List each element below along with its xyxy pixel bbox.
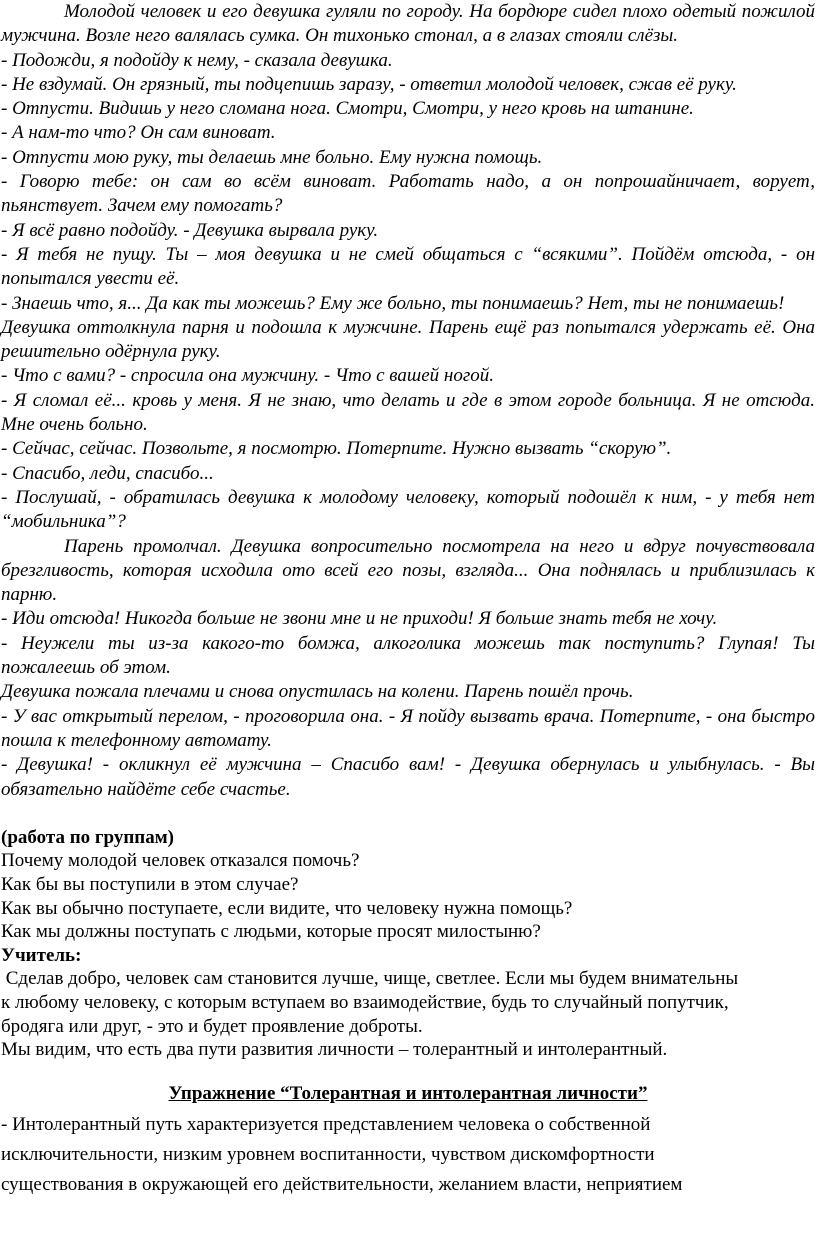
exercise-line: существования в окружающей его действительности, желанием власти, неприятием xyxy=(1,1173,683,1195)
story-paragraph: Парень промолчал. Девушка вопросительно посмотрела на него и вдруг почувствовала брезгливость, которая исходила ото всей его позы, взгляда... Она поднялась и приблизилась к парню. xyxy=(1,535,815,606)
story-paragraph: - Послушай, - обратилась девушка к молодому человеку, который подошёл к ним, - у тебя нет “мобильника”? xyxy=(1,486,815,533)
story-paragraph: - Девушка! - окликнул её мужчина – Спасибо вам! - Девушка обернулась и улыбнулась. - Вы обязательно найдёте себе счастье. xyxy=(1,754,815,800)
story-paragraph: - Что с вами? - спросила она мужчину. - Что с вашей ногой. xyxy=(1,365,494,387)
story-paragraph: - Я тебя не пущу. Ты – моя девушка и не смей общаться с “всякими”. Пойдём отсюда, - он попытался увести её. xyxy=(1,243,815,290)
story-paragraph: - Отпусти мою руку, ты делаешь мне больно. Ему нужна помощь. xyxy=(1,146,543,168)
question-item: Как бы вы поступили в этом случае? xyxy=(1,873,299,895)
story-paragraph: - Неужели ты из-за какого-то бомжа, алкоголика можешь так поступить? Глупая! Ты пожалеешь об этом. xyxy=(1,632,815,679)
story-paragraph: - Знаешь что, я... Да как ты можешь? Ему же больно, ты понимаешь? Нет, ты не понимаешь! xyxy=(1,292,785,314)
story-paragraph: Девушка пожала плечами и снова опустилась на колени. Парень пошёл прочь. xyxy=(1,681,634,703)
story-paragraph: - А нам-то что? Он сам виноват. xyxy=(1,122,276,144)
teacher-line: Мы видим, что есть два пути развития личности – толерантный и интолерантный. xyxy=(1,1039,668,1061)
exercise-section xyxy=(1,1082,815,1200)
teacher-label: Учитель: xyxy=(1,944,82,966)
story-paragraph: - У вас открытый перелом, - проговорила она. - Я пойду вызвать врача. Потерпите, - она быстро пошла к телефонному автомату. xyxy=(1,705,815,751)
question-item: Как мы должны поступать с людьми, которые просят милостыню? xyxy=(1,921,541,943)
story-paragraph: - Спасибо, леди, спасибо... xyxy=(1,462,214,484)
story-paragraph: - Иди отсюда! Никогда больше не звони мне и не приходи! Я больше знать тебя не хочу. xyxy=(1,608,718,630)
story-text xyxy=(1,0,815,802)
exercise-line: - Интолерантный путь характеризуется представлением человека о собственной xyxy=(1,1113,651,1135)
story-paragraph: Молодой человек и его девушка гуляли по городу. На бордюре сидел плохо одетый пожилой мужчина. Возле него валялась сумка. Он тихонько стонал, а в глазах стояли слёзы. xyxy=(1,1,815,47)
group-work-section xyxy=(1,826,815,1062)
teacher-line: бродяга или друг, - это и будет проявление доброты. xyxy=(1,1015,423,1037)
question-item: Почему молодой человек отказался помочь? xyxy=(1,850,360,872)
teacher-line: Сделав добро, человек сам становится лучше, чище, светлее. Если мы будем внимательны xyxy=(1,968,739,990)
group-work-heading: (работа по группам) xyxy=(1,826,175,848)
story-paragraph: - Подожди, я подойду к нему, - сказала девушка. xyxy=(1,49,393,71)
story-paragraph: - Я всё равно подойду. - Девушка вырвала руку. xyxy=(1,219,379,241)
story-paragraph: - Сейчас, сейчас. Позвольте, я посмотрю. Потерпите. Нужно вызвать “скорую”. xyxy=(1,438,672,460)
story-paragraph: - Я сломал её... кровь у меня. Я не знаю, что делать и где в этом городе больница. Я не отсюда. Мне очень больно. xyxy=(1,389,815,436)
story-paragraph: - Говорю тебе: он сам во всём виноват. Работать надо, а он попрошайничает, ворует, пьянствует. Зачем ему помогать? xyxy=(1,171,815,217)
exercise-title: Упражнение “Толерантная и интолерантная личности” xyxy=(168,1082,648,1104)
story-paragraph: - Не вздумай. Он грязный, ты подцепишь заразу, - ответил молодой человек, сжав её руку. xyxy=(1,73,737,95)
question-item: Как вы обычно поступаете, если видите, что человеку нужна помощь? xyxy=(1,897,573,919)
teacher-line: к любому человеку, с которым вступаем во взаимодействие, будь то случайный попутчик, xyxy=(1,991,729,1013)
story-paragraph: Девушка оттолкнула парня и подошла к мужчине. Парень ещё раз попытался удержать её. Она решительно одёрнула руку. xyxy=(1,316,815,363)
story-paragraph: - Отпусти. Видишь у него сломана нога. Смотри, Смотри, у него кровь на штанине. xyxy=(1,98,694,120)
document-page xyxy=(1,0,815,1200)
exercise-line: исключительности, низким уровнем воспитанности, чувством дискомфортности xyxy=(1,1143,655,1165)
